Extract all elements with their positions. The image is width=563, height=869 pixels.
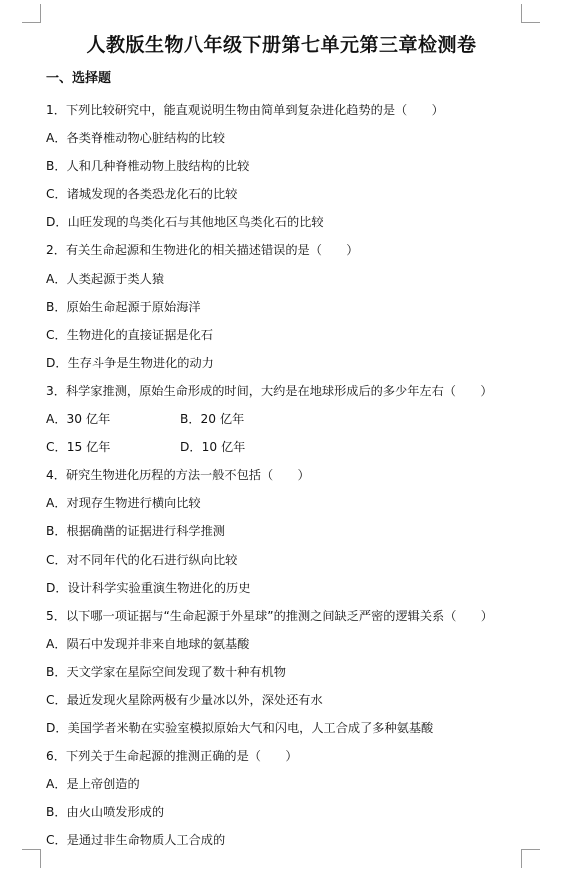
question-5-option-a[interactable]: A．陨石中发现并非来自地球的氨基酸 (46, 636, 250, 651)
page-corner-mark-top-left (22, 4, 41, 23)
question-3-option-d[interactable]: D．10 亿年 (180, 440, 246, 455)
question-4-option-a[interactable]: A．对现存生物进行横向比较 (46, 496, 201, 511)
question-5-stem: 5．以下哪一项证据与“生命起源于外星球”的推测之间缺乏严密的逻辑关系（ ） (46, 608, 493, 623)
question-4-option-b[interactable]: B．根据确凿的证据进行科学推测 (46, 524, 225, 539)
question-6-option-a[interactable]: A．是上帝创造的 (46, 777, 140, 792)
section-heading: 一、选择题 (46, 71, 112, 86)
page-corner-mark-bottom-left (22, 849, 41, 868)
question-3-option-c[interactable]: C．15 亿年 (46, 440, 111, 455)
question-6-option-b[interactable]: B．由火山喷发形成的 (46, 805, 165, 820)
question-1-option-d[interactable]: D．山旺发现的鸟类化石与其他地区鸟类化石的比较 (46, 215, 324, 230)
question-3-option-b[interactable]: B．20 亿年 (180, 412, 245, 427)
question-6-stem: 6．下列关于生命起源的推测正确的是（ ） (46, 749, 298, 764)
question-2-option-c[interactable]: C．生物进化的直接证据是化石 (46, 327, 213, 342)
question-2-option-d[interactable]: D．生存斗争是生物进化的动力 (46, 355, 214, 370)
question-5-option-d[interactable]: D．美国学者米勒在实验室模拟原始大气和闪电，人工合成了多种氨基酸 (46, 721, 434, 736)
question-1-stem: 1．下列比较研究中，能直观说明生物由简单到复杂进化趋势的是（ ） (46, 103, 444, 117)
question-1-option-a[interactable]: A．各类脊椎动物心脏结构的比较 (46, 131, 225, 146)
question-list (46, 96, 526, 855)
question-3-options-row-2 (46, 433, 526, 461)
question-4-option-c[interactable]: C．对不同年代的化石进行纵向比较 (46, 552, 238, 567)
question-2-option-b[interactable]: B．原始生命起源于原始海洋 (46, 299, 201, 314)
question-4-stem: 4．研究生物进化历程的方法一般不包括（ ） (46, 468, 310, 483)
question-2-option-a[interactable]: A．人类起源于类人猿 (46, 271, 165, 286)
question-3-stem: 3．科学家推测，原始生命形成的时间，大约是在地球形成后的多少年左右（ ） (46, 383, 493, 398)
document-title: 人教版生物八年级下册第七单元第三章检测卷 (86, 34, 477, 56)
question-1-option-c[interactable]: C．诸城发现的各类恐龙化石的比较 (46, 187, 238, 202)
question-1-option-b[interactable]: B．人和几种脊椎动物上肢结构的比较 (46, 159, 250, 174)
question-4-option-d[interactable]: D．设计科学实验重演生物进化的历史 (46, 580, 251, 595)
question-6-option-c[interactable]: C．是通过非生命物质人工合成的 (46, 833, 226, 848)
question-3-option-a[interactable]: A．30 亿年 (46, 412, 111, 427)
page-corner-mark-top-right (521, 4, 540, 23)
question-2-stem: 2．有关生命起源和生物进化的相关描述错误的是（ ） (46, 243, 359, 258)
question-5-option-b[interactable]: B．天文学家在星际空间发现了数十种有机物 (46, 664, 286, 679)
question-3-options-row-1 (46, 405, 526, 433)
question-5-option-c[interactable]: C．最近发现火星除两极有少量冰以外，深处还有水 (46, 692, 323, 707)
